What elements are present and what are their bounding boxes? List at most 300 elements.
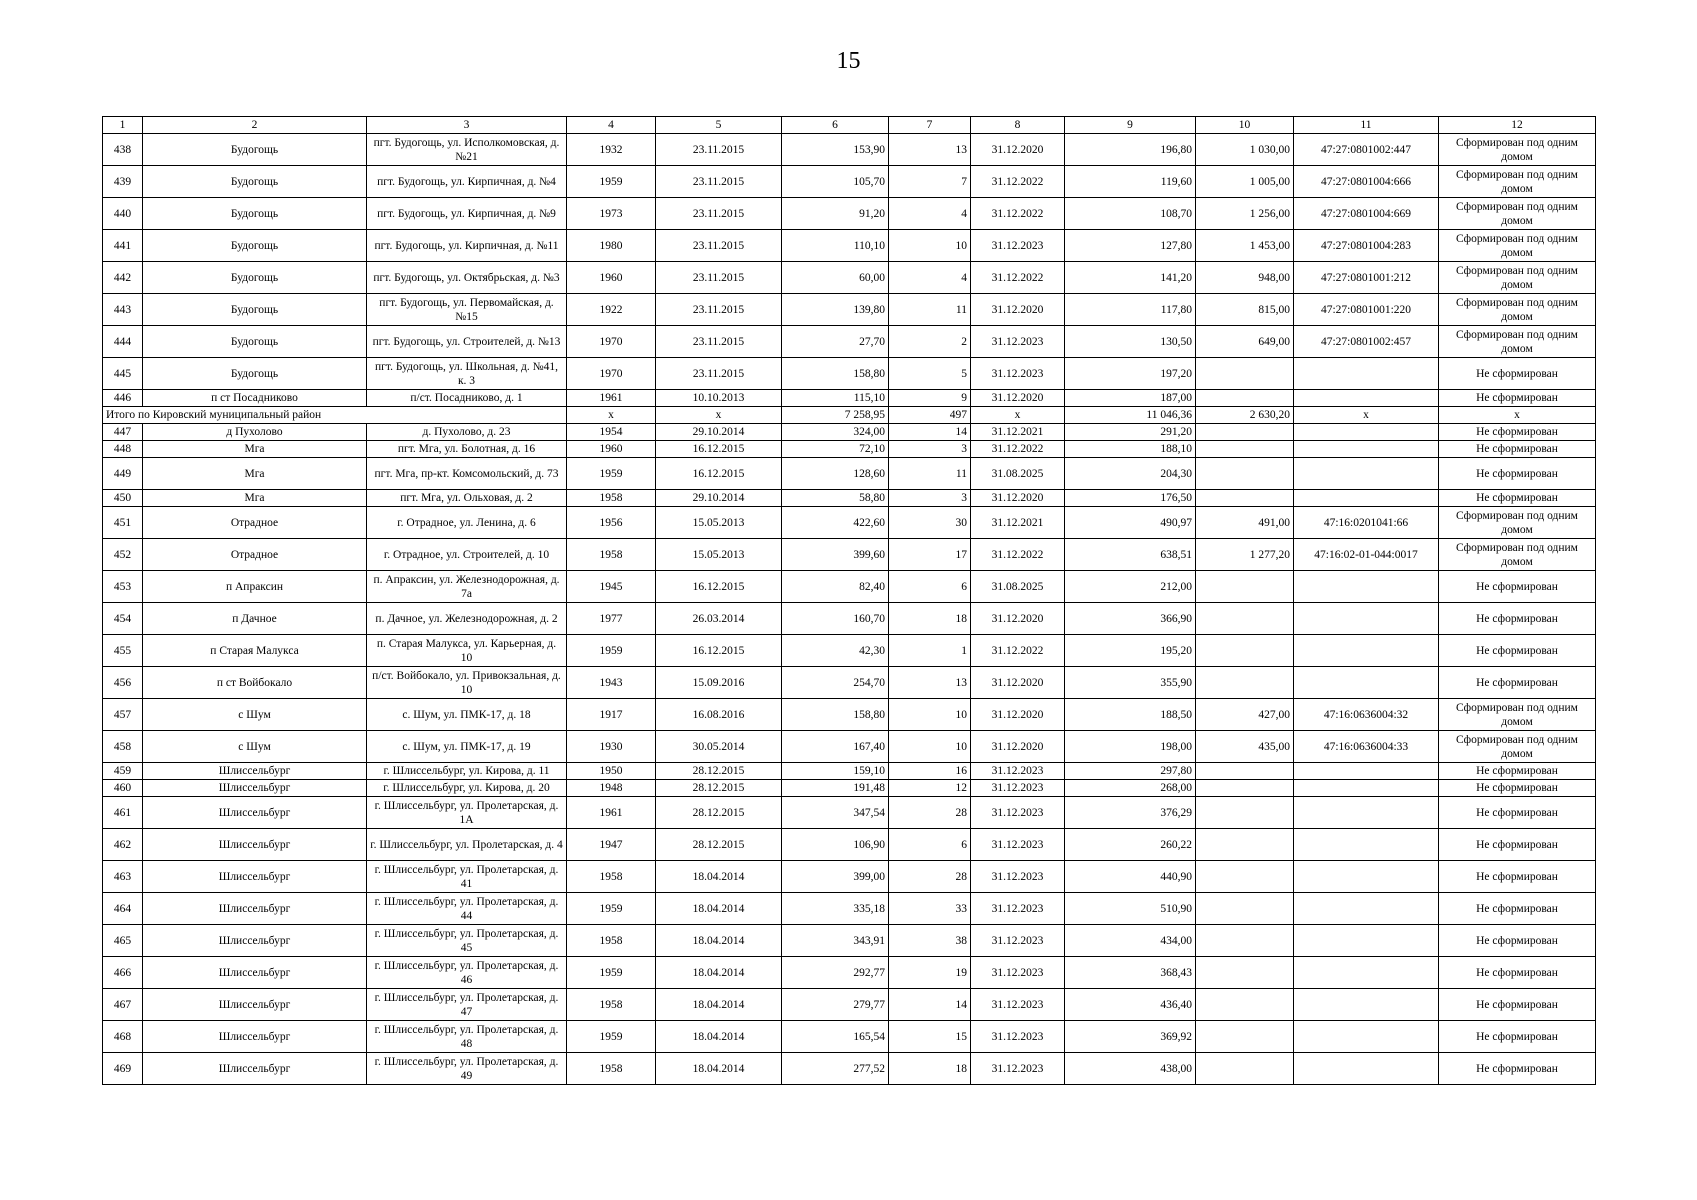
table-cell	[1294, 390, 1439, 407]
table-cell: 198,00	[1065, 731, 1196, 763]
table-cell: 13	[889, 667, 971, 699]
table-cell: г. Шлиссельбург, ул. Пролетарская, д. 48	[367, 1021, 567, 1053]
table-cell	[1196, 1053, 1294, 1085]
table-cell: 440	[103, 198, 143, 230]
table-cell: Не сформирован	[1439, 893, 1596, 925]
table-cell: 355,90	[1065, 667, 1196, 699]
table-cell: 442	[103, 262, 143, 294]
table-row	[103, 667, 1596, 699]
district-total-row	[103, 407, 1596, 424]
table-cell: 31.12.2022	[971, 166, 1065, 198]
table-cell: пгт. Будогощь, ул. Школьная, д. №41, к. 3	[367, 358, 567, 390]
table-cell: 13	[889, 134, 971, 166]
table-cell: 130,50	[1065, 326, 1196, 358]
table-cell: 490,97	[1065, 507, 1196, 539]
table-cell: 422,60	[782, 507, 889, 539]
table-cell	[1196, 603, 1294, 635]
table-cell: 6	[889, 829, 971, 861]
table-cell: 1922	[567, 294, 656, 326]
table-cell: 31.12.2020	[971, 134, 1065, 166]
table-cell: г. Шлиссельбург, ул. Пролетарская, д. 47	[367, 989, 567, 1021]
table-cell: 31.12.2022	[971, 539, 1065, 571]
table-cell	[1196, 797, 1294, 829]
table-cell: пгт. Будогощь, ул. Первомайская, д. №15	[367, 294, 567, 326]
table-cell: 453	[103, 571, 143, 603]
table-cell: 204,30	[1065, 458, 1196, 490]
table-cell: 455	[103, 635, 143, 667]
table-cell: Мга	[143, 441, 367, 458]
table-cell: 47:27:0801004:666	[1294, 166, 1439, 198]
table-cell: 12	[889, 780, 971, 797]
table-cell: Будогощь	[143, 166, 367, 198]
table-cell: 458	[103, 731, 143, 763]
table-cell: 1930	[567, 731, 656, 763]
table-cell: 28	[889, 797, 971, 829]
table-cell: 31.12.2022	[971, 635, 1065, 667]
table-cell: 196,80	[1065, 134, 1196, 166]
table-cell	[1196, 667, 1294, 699]
table-cell: 47:16:0201041:66	[1294, 507, 1439, 539]
table-cell: Шлиссельбург	[143, 797, 367, 829]
table-cell: 1958	[567, 925, 656, 957]
table-cell: с. Шум, ул. ПМК-17, д. 19	[367, 731, 567, 763]
table-row	[103, 829, 1596, 861]
table-cell: Будогощь	[143, 262, 367, 294]
table-cell: 1958	[567, 490, 656, 507]
header-cell: 12	[1439, 117, 1596, 134]
table-cell	[1196, 458, 1294, 490]
table-cell: 1954	[567, 424, 656, 441]
table-cell: Шлиссельбург	[143, 957, 367, 989]
register-table	[102, 116, 1596, 1085]
table-cell: 47:27:0801001:220	[1294, 294, 1439, 326]
table-cell: 1958	[567, 861, 656, 893]
table-cell: 467	[103, 989, 143, 1021]
table-cell: 108,70	[1065, 198, 1196, 230]
table-cell	[1196, 957, 1294, 989]
table-cell: п Апраксин	[143, 571, 367, 603]
table-cell: Сформирован под одним домом	[1439, 699, 1596, 731]
table-row	[103, 925, 1596, 957]
header-cell: 5	[656, 117, 782, 134]
table-cell: Не сформирован	[1439, 989, 1596, 1021]
table-cell: 1961	[567, 797, 656, 829]
table-cell: Шлиссельбург	[143, 893, 367, 925]
table-cell: 31.12.2020	[971, 390, 1065, 407]
table-cell: 7	[889, 166, 971, 198]
table-cell: 115,10	[782, 390, 889, 407]
table-cell: 1959	[567, 635, 656, 667]
table-cell	[1196, 490, 1294, 507]
total-cell: 7 258,95	[782, 407, 889, 424]
table-cell: 435,00	[1196, 731, 1294, 763]
table-cell: 460	[103, 780, 143, 797]
table-cell	[1294, 490, 1439, 507]
table-cell: 815,00	[1196, 294, 1294, 326]
table-cell: 277,52	[782, 1053, 889, 1085]
table-cell: Шлиссельбург	[143, 989, 367, 1021]
table-cell: Не сформирован	[1439, 780, 1596, 797]
table-cell	[1196, 829, 1294, 861]
table-cell: 466	[103, 957, 143, 989]
table-row	[103, 198, 1596, 230]
table-cell: г. Отрадное, ул. Строителей, д. 10	[367, 539, 567, 571]
table-cell: 197,20	[1065, 358, 1196, 390]
table-cell: 47:16:0636004:32	[1294, 699, 1439, 731]
table-cell: 23.11.2015	[656, 230, 782, 262]
table-cell: 464	[103, 893, 143, 925]
table-cell: Сформирован под одним домом	[1439, 262, 1596, 294]
table-cell: п Дачное	[143, 603, 367, 635]
table-cell: 30.05.2014	[656, 731, 782, 763]
table-cell: с Шум	[143, 731, 367, 763]
table-cell: 31.12.2020	[971, 731, 1065, 763]
table-row	[103, 957, 1596, 989]
header-cell: 11	[1294, 117, 1439, 134]
table-cell: Не сформирован	[1439, 829, 1596, 861]
table-cell: Будогощь	[143, 358, 367, 390]
table-cell: 47:16:02-01-044:0017	[1294, 539, 1439, 571]
table-cell: 2	[889, 326, 971, 358]
table-cell: 254,70	[782, 667, 889, 699]
table-cell: 91,20	[782, 198, 889, 230]
table-cell: Не сформирован	[1439, 571, 1596, 603]
table-cell: 31.12.2023	[971, 1053, 1065, 1085]
table-cell: Не сформирован	[1439, 667, 1596, 699]
table-cell	[1196, 861, 1294, 893]
table-cell: Не сформирован	[1439, 797, 1596, 829]
table-cell: 4	[889, 262, 971, 294]
table-cell: пгт. Будогощь, ул. Кирпичная, д. №9	[367, 198, 567, 230]
table-cell: 212,00	[1065, 571, 1196, 603]
table-cell: 1960	[567, 441, 656, 458]
table-cell	[1294, 829, 1439, 861]
table-row	[103, 861, 1596, 893]
table-cell: 469	[103, 1053, 143, 1085]
table-cell	[1294, 861, 1439, 893]
table-cell: 29.10.2014	[656, 424, 782, 441]
table-cell: Сформирован под одним домом	[1439, 294, 1596, 326]
table-cell: 1977	[567, 603, 656, 635]
table-cell: Сформирован под одним домом	[1439, 230, 1596, 262]
table-cell: 438,00	[1065, 1053, 1196, 1085]
table-cell: 167,40	[782, 731, 889, 763]
table-cell	[1294, 571, 1439, 603]
table-row	[103, 262, 1596, 294]
table-cell: 160,70	[782, 603, 889, 635]
table-cell: 188,50	[1065, 699, 1196, 731]
table-cell	[1294, 989, 1439, 1021]
table-cell: 31.08.2025	[971, 458, 1065, 490]
table-cell: Не сформирован	[1439, 390, 1596, 407]
table-cell: Не сформирован	[1439, 925, 1596, 957]
table-cell: 42,30	[782, 635, 889, 667]
table-cell: 343,91	[782, 925, 889, 957]
table-cell: 465	[103, 925, 143, 957]
table-cell: 434,00	[1065, 925, 1196, 957]
table-cell: 19	[889, 957, 971, 989]
table-cell: 23.11.2015	[656, 134, 782, 166]
table-cell: 1 453,00	[1196, 230, 1294, 262]
table-cell: 38	[889, 925, 971, 957]
table-cell: г. Шлиссельбург, ул. Пролетарская, д. 46	[367, 957, 567, 989]
table-cell: 29.10.2014	[656, 490, 782, 507]
table-cell: 1970	[567, 358, 656, 390]
table-cell: 1980	[567, 230, 656, 262]
table-cell: 23.11.2015	[656, 294, 782, 326]
table-cell: 16.12.2015	[656, 635, 782, 667]
table-cell: 441	[103, 230, 143, 262]
table-cell: 1959	[567, 166, 656, 198]
table-cell: Сформирован под одним домом	[1439, 326, 1596, 358]
table-cell: 18.04.2014	[656, 893, 782, 925]
table-cell: 18.04.2014	[656, 925, 782, 957]
table-cell: пгт. Мга, ул. Ольховая, д. 2	[367, 490, 567, 507]
table-row	[103, 458, 1596, 490]
table-cell	[1294, 458, 1439, 490]
table-cell: 187,00	[1065, 390, 1196, 407]
table-cell: 439	[103, 166, 143, 198]
table-cell: 31.12.2023	[971, 230, 1065, 262]
table-row	[103, 797, 1596, 829]
table-cell: 445	[103, 358, 143, 390]
table-cell	[1294, 635, 1439, 667]
table-cell: 297,80	[1065, 763, 1196, 780]
table-cell	[1294, 957, 1439, 989]
table-cell: Не сформирован	[1439, 763, 1596, 780]
table-cell: 47:27:0801002:447	[1294, 134, 1439, 166]
table-row	[103, 507, 1596, 539]
table-cell: 1959	[567, 1021, 656, 1053]
table-cell: 447	[103, 424, 143, 441]
table-cell: пгт. Будогощь, ул. Кирпичная, д. №11	[367, 230, 567, 262]
table-cell: 1917	[567, 699, 656, 731]
table-cell: 449	[103, 458, 143, 490]
table-cell: 16.12.2015	[656, 441, 782, 458]
table-cell: 1943	[567, 667, 656, 699]
table-cell: 18	[889, 603, 971, 635]
table-cell: 31.12.2023	[971, 763, 1065, 780]
table-cell: 31.12.2020	[971, 667, 1065, 699]
table-cell: Шлиссельбург	[143, 861, 367, 893]
table-cell: Отрадное	[143, 539, 367, 571]
table-cell: 15.05.2013	[656, 539, 782, 571]
table-cell: п Старая Малукса	[143, 635, 367, 667]
table-cell: 28.12.2015	[656, 763, 782, 780]
table-cell: 1959	[567, 957, 656, 989]
table-cell: 195,20	[1065, 635, 1196, 667]
table-cell: пгт. Мга, пр-кт. Комсомольский, д. 73	[367, 458, 567, 490]
header-row	[103, 117, 1596, 134]
table-cell: 18.04.2014	[656, 1021, 782, 1053]
table-cell: 451	[103, 507, 143, 539]
table-row	[103, 490, 1596, 507]
table-cell: 399,60	[782, 539, 889, 571]
table-cell: 15	[889, 1021, 971, 1053]
table-row	[103, 134, 1596, 166]
table-cell: 18.04.2014	[656, 1053, 782, 1085]
table-cell: Сформирован под одним домом	[1439, 198, 1596, 230]
table-cell: 1932	[567, 134, 656, 166]
header-cell: 10	[1196, 117, 1294, 134]
table-row	[103, 780, 1596, 797]
table-cell: 1956	[567, 507, 656, 539]
table-cell: 1948	[567, 780, 656, 797]
table-cell: 31.12.2020	[971, 294, 1065, 326]
table-cell: 376,29	[1065, 797, 1196, 829]
table-cell: г. Шлиссельбург, ул. Кирова, д. 20	[367, 780, 567, 797]
table-cell: 1 256,00	[1196, 198, 1294, 230]
table-cell: Шлиссельбург	[143, 763, 367, 780]
table-cell: д Пухолово	[143, 424, 367, 441]
table-row	[103, 763, 1596, 780]
table-cell: г. Шлиссельбург, ул. Пролетарская, д. 45	[367, 925, 567, 957]
table-cell: 31.12.2023	[971, 893, 1065, 925]
table-cell	[1196, 780, 1294, 797]
table-cell: 3	[889, 490, 971, 507]
table-cell: п. Старая Малукса, ул. Карьерная, д. 10	[367, 635, 567, 667]
table-cell: 128,60	[782, 458, 889, 490]
table-cell: 3	[889, 441, 971, 458]
table-cell: 139,80	[782, 294, 889, 326]
table-cell: 10	[889, 699, 971, 731]
table-cell: 31.12.2023	[971, 326, 1065, 358]
table-cell	[1196, 1021, 1294, 1053]
table-cell	[1196, 925, 1294, 957]
table-cell: 468	[103, 1021, 143, 1053]
table-cell: 1 005,00	[1196, 166, 1294, 198]
table-cell: 399,00	[782, 861, 889, 893]
table-cell: 106,90	[782, 829, 889, 861]
table-cell: 28.12.2015	[656, 829, 782, 861]
table-cell: 31.12.2023	[971, 1021, 1065, 1053]
table-row	[103, 989, 1596, 1021]
table-cell: 446	[103, 390, 143, 407]
table-cell: 18.04.2014	[656, 957, 782, 989]
table-cell	[1294, 424, 1439, 441]
table-cell: Сформирован под одним домом	[1439, 134, 1596, 166]
table-cell: с Шум	[143, 699, 367, 731]
table-cell: 16.12.2015	[656, 571, 782, 603]
table-cell: 31.12.2023	[971, 829, 1065, 861]
table-cell: 26.03.2014	[656, 603, 782, 635]
table-cell: 10.10.2013	[656, 390, 782, 407]
table-cell: 23.11.2015	[656, 198, 782, 230]
table-cell: 23.11.2015	[656, 166, 782, 198]
table-cell	[1196, 893, 1294, 925]
table-cell: 461	[103, 797, 143, 829]
table-cell: 10	[889, 731, 971, 763]
table-cell: 47:27:0801004:669	[1294, 198, 1439, 230]
table-cell: 457	[103, 699, 143, 731]
table-cell: 459	[103, 763, 143, 780]
table-cell: Сформирован под одним домом	[1439, 731, 1596, 763]
table-cell: 1958	[567, 989, 656, 1021]
table-cell: 28.12.2015	[656, 780, 782, 797]
table-cell: 444	[103, 326, 143, 358]
table-cell: Не сформирован	[1439, 861, 1596, 893]
table-cell: 31.12.2022	[971, 262, 1065, 294]
table-cell: Не сформирован	[1439, 603, 1596, 635]
table-cell	[1294, 763, 1439, 780]
table-cell: 1961	[567, 390, 656, 407]
table-row	[103, 326, 1596, 358]
table-cell	[1196, 571, 1294, 603]
table-cell: 16.08.2016	[656, 699, 782, 731]
table-cell: 165,54	[782, 1021, 889, 1053]
table-cell: 31.12.2022	[971, 198, 1065, 230]
table-cell: 6	[889, 571, 971, 603]
table-cell	[1294, 358, 1439, 390]
table-cell: 72,10	[782, 441, 889, 458]
table-cell: 268,00	[1065, 780, 1196, 797]
table-cell: 47:27:0801002:457	[1294, 326, 1439, 358]
table-cell: 5	[889, 358, 971, 390]
table-cell: 31.12.2023	[971, 358, 1065, 390]
table-cell: 31.12.2020	[971, 490, 1065, 507]
total-cell: x	[656, 407, 782, 424]
table-cell: 31.12.2023	[971, 925, 1065, 957]
total-cell: x	[1439, 407, 1596, 424]
table-cell: Будогощь	[143, 134, 367, 166]
table-cell: п ст Войбокало	[143, 667, 367, 699]
table-row	[103, 699, 1596, 731]
table-cell: 638,51	[1065, 539, 1196, 571]
table-cell	[1294, 603, 1439, 635]
table-cell: 31.12.2021	[971, 507, 1065, 539]
table-cell: Не сформирован	[1439, 424, 1596, 441]
table-cell: Будогощь	[143, 230, 367, 262]
table-cell: Шлиссельбург	[143, 1021, 367, 1053]
table-cell: Не сформирован	[1439, 490, 1596, 507]
total-cell: x	[1294, 407, 1439, 424]
table-row	[103, 893, 1596, 925]
table-cell: 141,20	[1065, 262, 1196, 294]
table-row	[103, 230, 1596, 262]
table-cell: д. Пухолово, д. 23	[367, 424, 567, 441]
table-cell: 1	[889, 635, 971, 667]
table-cell: г. Отрадное, ул. Ленина, д. 6	[367, 507, 567, 539]
table-cell: 335,18	[782, 893, 889, 925]
table-cell: 14	[889, 989, 971, 1021]
table-cell: г. Шлиссельбург, ул. Пролетарская, д. 44	[367, 893, 567, 925]
table-cell: 47:27:0801001:212	[1294, 262, 1439, 294]
header-cell: 8	[971, 117, 1065, 134]
table-cell: 23.11.2015	[656, 262, 782, 294]
header-cell: 6	[782, 117, 889, 134]
table-cell: 463	[103, 861, 143, 893]
table-cell: 292,77	[782, 957, 889, 989]
table-cell: Шлиссельбург	[143, 925, 367, 957]
table-cell: пгт. Будогощь, ул. Кирпичная, д. №4	[367, 166, 567, 198]
table-cell: 9	[889, 390, 971, 407]
table-row	[103, 571, 1596, 603]
table-row	[103, 603, 1596, 635]
table-cell: 1959	[567, 458, 656, 490]
table-cell: 31.12.2021	[971, 424, 1065, 441]
table-cell: 450	[103, 490, 143, 507]
table-row	[103, 424, 1596, 441]
table-cell: 1 030,00	[1196, 134, 1294, 166]
table-cell: 1970	[567, 326, 656, 358]
table-cell: Не сформирован	[1439, 358, 1596, 390]
table-cell: 279,77	[782, 989, 889, 1021]
table-cell: пгт. Мга, ул. Болотная, д. 16	[367, 441, 567, 458]
table-row	[103, 635, 1596, 667]
table-cell: 948,00	[1196, 262, 1294, 294]
table-cell: 1945	[567, 571, 656, 603]
table-cell: г. Шлиссельбург, ул. Пролетарская, д. 49	[367, 1053, 567, 1085]
